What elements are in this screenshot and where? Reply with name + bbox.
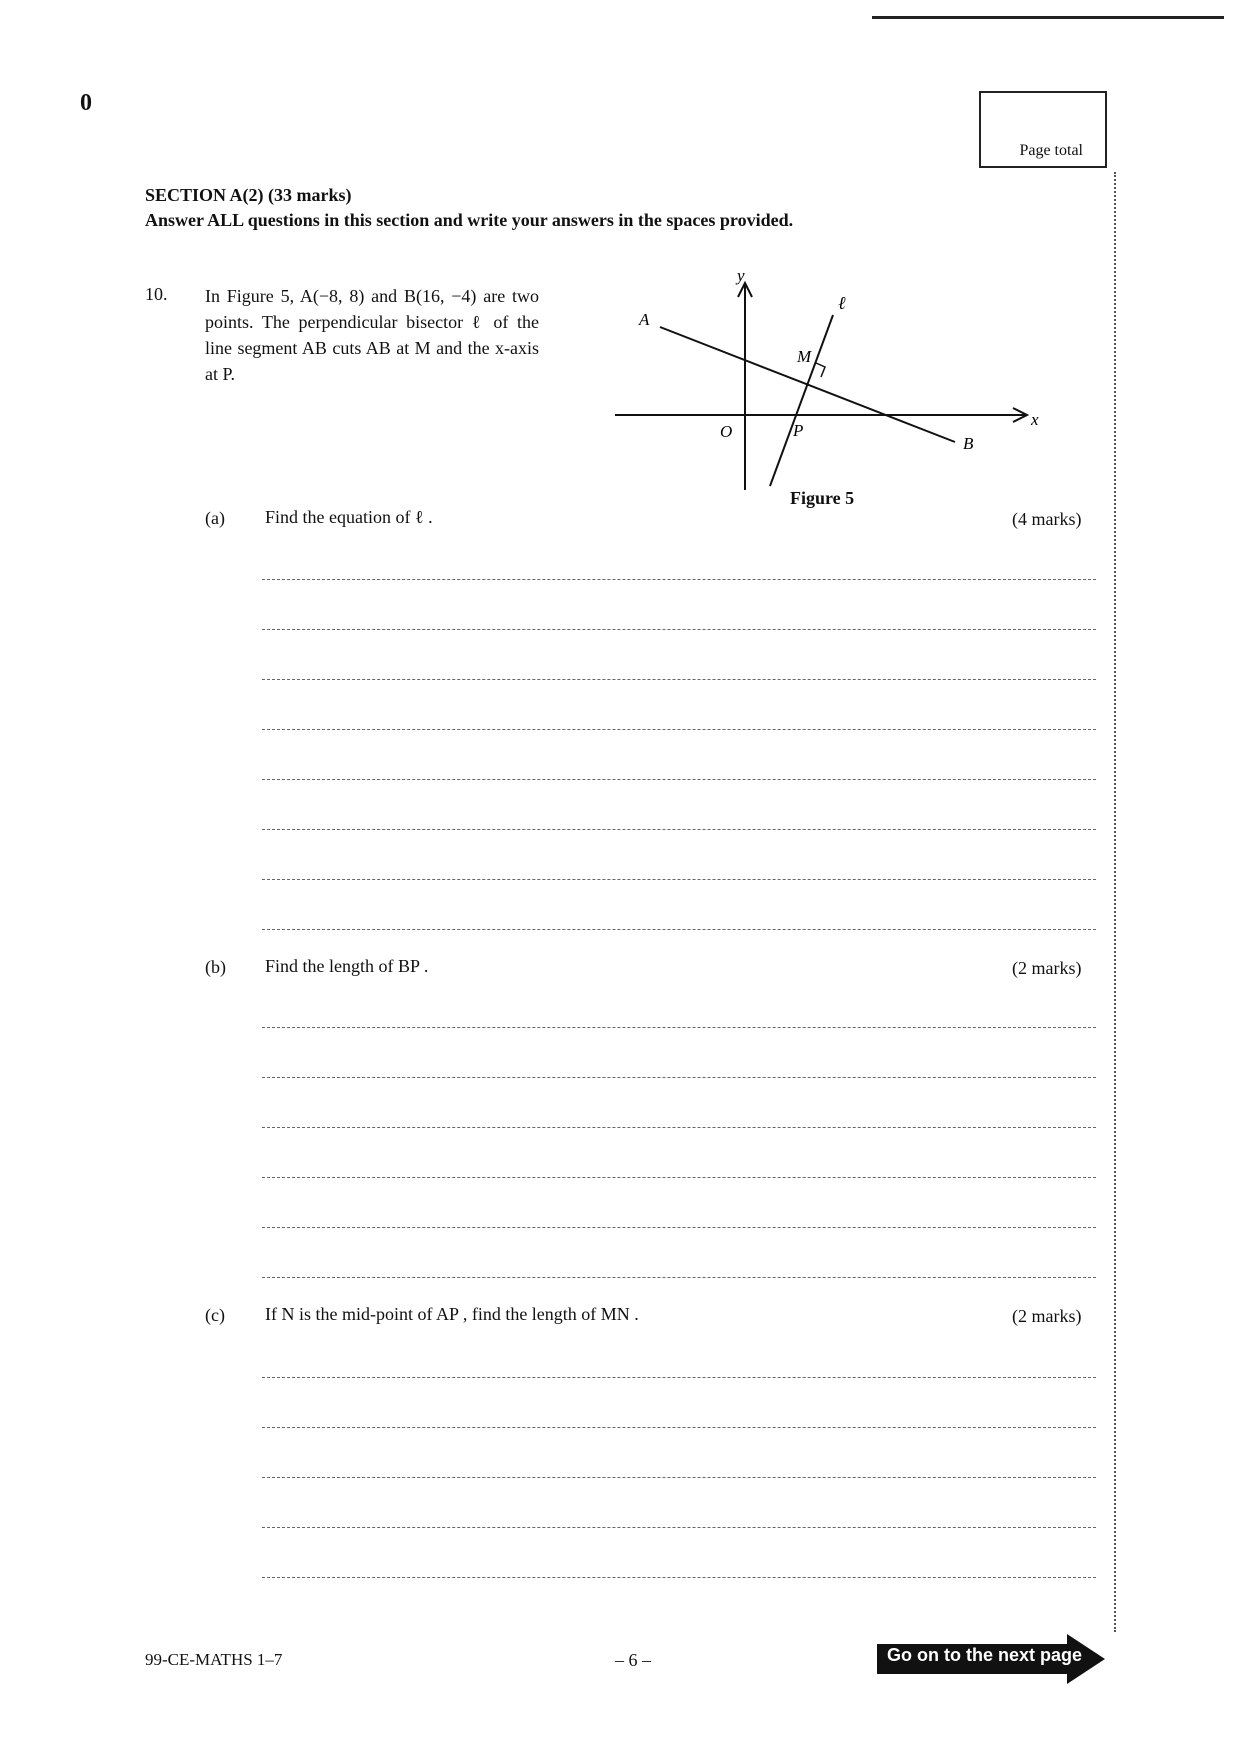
exam-code: 99-CE-MATHS 1–7	[145, 1650, 283, 1669]
answer-line[interactable]	[262, 1527, 1096, 1528]
answer-line[interactable]	[262, 1077, 1096, 1078]
answer-line[interactable]	[262, 879, 1096, 880]
part-b-marks: (2 marks)	[1012, 958, 1082, 978]
answer-line[interactable]	[262, 1477, 1096, 1478]
answer-line[interactable]	[262, 1277, 1096, 1278]
next-page-label: Go on to the next page	[887, 1645, 1083, 1665]
answer-line[interactable]	[262, 1127, 1096, 1128]
label-m: M	[797, 347, 812, 366]
answer-line[interactable]	[262, 1577, 1096, 1578]
part-b-text: Find the length of BP .	[265, 956, 429, 976]
corner-mark: 0	[80, 90, 92, 116]
question-number: 10.	[145, 284, 168, 304]
answer-line[interactable]	[262, 829, 1096, 830]
next-page-banner	[877, 1634, 1107, 1689]
answer-line[interactable]	[262, 729, 1096, 730]
label-o: O	[720, 422, 733, 441]
label-p: P	[793, 421, 804, 440]
section-title: SECTION A(2) (33 marks)	[145, 185, 352, 205]
page-total-label: Page total	[1019, 142, 1083, 159]
part-a-marks: (4 marks)	[1012, 509, 1082, 529]
figure-5-diagram	[615, 265, 1045, 490]
answer-line[interactable]	[262, 579, 1096, 580]
answer-line[interactable]	[262, 1427, 1096, 1428]
answer-line[interactable]	[262, 1377, 1096, 1378]
right-margin-line	[1114, 172, 1116, 1632]
part-b-label: (b)	[205, 957, 226, 977]
page-total-box[interactable]	[979, 91, 1107, 168]
label-b: B	[963, 434, 974, 453]
top-rule	[872, 16, 1224, 19]
answer-line[interactable]	[262, 1177, 1096, 1178]
part-a-text: Find the equation of ℓ .	[265, 507, 433, 527]
answer-line[interactable]	[262, 679, 1096, 680]
part-a-label: (a)	[205, 508, 225, 528]
question-text: In Figure 5, A(−8, 8) and B(16, −4) are two points. The perpendicular bisector ℓ of the line segment AB cuts AB at M and the x-axis at P.	[205, 286, 539, 384]
answer-line[interactable]	[262, 1027, 1096, 1028]
page-number: – 6 –	[615, 1650, 651, 1670]
label-l: ℓ	[838, 293, 846, 313]
part-c-marks: (2 marks)	[1012, 1306, 1082, 1326]
section-instruction: Answer ALL questions in this section and write your answers in the spaces provided.	[145, 210, 794, 230]
answer-line[interactable]	[262, 1227, 1096, 1228]
bisector-l	[770, 315, 833, 486]
label-x: x	[1031, 410, 1039, 429]
answer-line[interactable]	[262, 929, 1096, 930]
part-c-text: If N is the mid-point of AP , find the length of MN .	[265, 1304, 639, 1324]
answer-line[interactable]	[262, 779, 1096, 780]
part-c-label: (c)	[205, 1305, 225, 1325]
label-y: y	[737, 266, 745, 285]
figure-caption: Figure 5	[790, 488, 855, 508]
right-angle-marker	[816, 363, 825, 377]
answer-line[interactable]	[262, 629, 1096, 630]
label-a: A	[639, 310, 650, 329]
